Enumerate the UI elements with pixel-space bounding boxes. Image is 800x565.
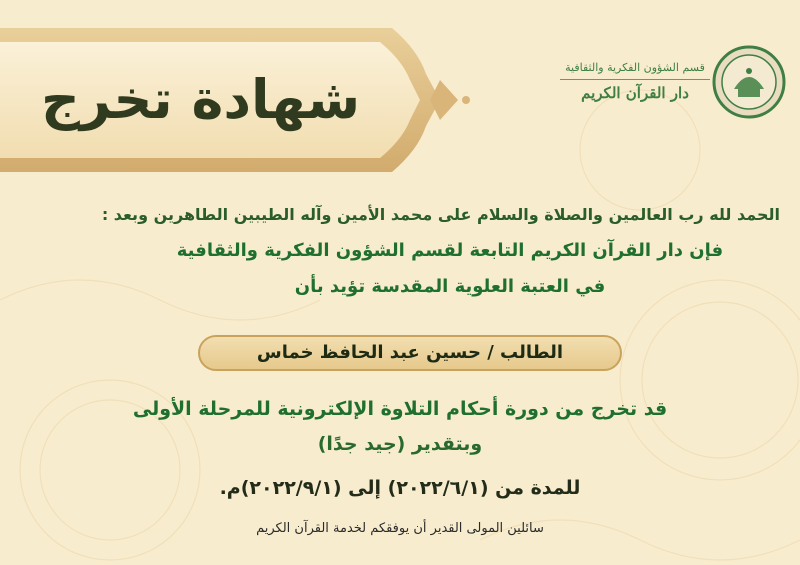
shrine-emblem-icon [712, 45, 786, 119]
department-logo [560, 60, 710, 106]
issuer-text: فإن دار القرآن الكريم التابعة لقسم الشؤون الفكرية والثقافية [176, 240, 724, 261]
student-name: الطالب / حسين عبد الحافظ خماس [256, 342, 564, 363]
closing-text: سائلين المولى القدير أن يوفقكم لخدمة القرآن الكريم [256, 521, 544, 536]
course-text: قد تخرج من دورة أحكام التلاوة الإلكترونية للمرحلة الأولى [132, 398, 668, 420]
logo-line-quran-house: دار القرآن الكريم [581, 84, 689, 102]
period-text: للمدة من (٢٠٢٢/٦/١) إلى (٢٠٢٢/٩/١)م. [219, 477, 581, 499]
logo-line-department: قسم الشؤون الفكرية والثقافية [560, 60, 710, 80]
grade-text: وبتقدير (جيد جدًا) [317, 433, 483, 455]
shrine-text: في العتبة العلوية المقدسة تؤيد بأن [294, 276, 606, 297]
intro-text: الحمد لله رب العالمين والصلاة والسلام على محمد الأمين وآله الطيبين الطاهرين وبعد : [101, 205, 780, 224]
certificate-title: شهادة تخرج [40, 68, 361, 131]
